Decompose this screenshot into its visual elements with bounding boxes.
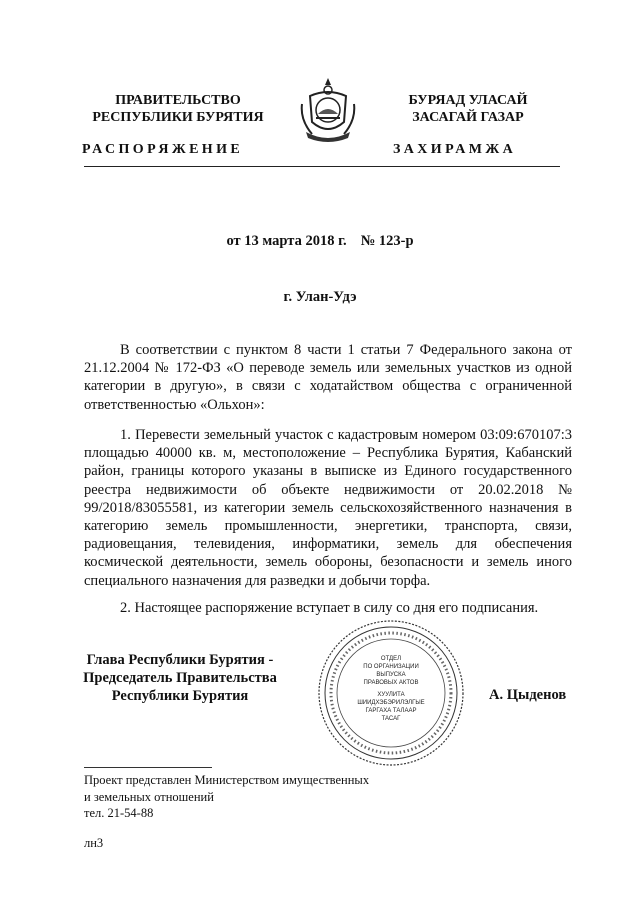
clause-1-paragraph: 1. Перевести земельный участок с кадастровым номером 03:09:670107:3 площадью 40000 кв. м, местоположение – Республика Бурятия, Кабанский район, границы которого указаны в выписке из Единого государственного реестра недвижимости об объекте недвижимости от 20.02.2018 № 99/2018/83055581, из категории земель сельскохозяйственного назначения в категорию земель промышленности, энергетики, транспорта, связи, радиовещания, телевидения, информатики, земель для обеспечения космической деятельности, земель обороны, безопасности и земель иного специального назначения для разведки и добычи торфа. bbox=[84, 427, 572, 589]
signatory-title-line1: Глава Республики Бурятия - bbox=[86, 652, 274, 668]
seal-line8: ТАСАГ bbox=[381, 716, 401, 722]
signatory-name: А. Цыденов bbox=[489, 687, 567, 703]
header-right-line1: БУРЯАД УЛАСАЙ bbox=[408, 93, 528, 108]
signatory-title bbox=[80, 651, 280, 705]
footer-divider bbox=[84, 767, 212, 768]
coat-of-arms-icon bbox=[296, 74, 360, 144]
header-right-line2: ЗАСАГАЙ ГАЗАР bbox=[412, 110, 524, 125]
city: г. Улан-Удэ bbox=[283, 289, 357, 305]
footer-line1: Проект представлен Министерством имущественных bbox=[84, 773, 370, 787]
seal-line7: ГАРГАХА ТАЛААР bbox=[365, 708, 417, 714]
date-number-line bbox=[0, 233, 640, 250]
header-left-line2: РЕСПУБЛИКИ БУРЯТИЯ bbox=[92, 110, 264, 125]
clause-2-paragraph: 2. Настоящее распоряжение вступает в силу со дня его подписания. bbox=[120, 600, 539, 616]
seal-line5: ХУУЛИТА bbox=[377, 692, 405, 698]
document-number: № 123-р bbox=[360, 233, 414, 249]
document-type-left: РАСПОРЯЖЕНИЕ bbox=[82, 142, 244, 157]
seal-line6: ШИИДХЭБЭРИЛЭЛГЫЕ bbox=[357, 700, 425, 706]
signatory-title-line3: Республики Бурятия bbox=[111, 688, 249, 704]
official-seal bbox=[316, 618, 466, 768]
header-left-block bbox=[78, 92, 278, 126]
seal-line3: ВЫПУСКА bbox=[376, 672, 406, 678]
header-right-block bbox=[378, 92, 558, 126]
document-type-right: ЗАХИРАМЖА bbox=[393, 142, 517, 157]
preamble-paragraph: В соответствии с пунктом 8 части 1 статьи 7 Федерального закона от 21.12.2004 № 172-ФЗ «О переводе земель или земельных участков из одной категории в другую», в связи с ходатайством общества с ограниченной ответственностью «Ольхон»: bbox=[84, 342, 572, 413]
seal-line4: ПРАВОВЫХ АКТОВ bbox=[363, 680, 419, 686]
executor-initials: лн3 bbox=[84, 836, 104, 850]
header-divider bbox=[84, 166, 560, 167]
footer-line2: и земельных отношений bbox=[84, 789, 214, 804]
seal-line1: ОТДЕЛ bbox=[380, 656, 402, 662]
header-left-line1: ПРАВИТЕЛЬСТВО bbox=[115, 93, 241, 108]
document-date: от 13 марта 2018 г. bbox=[226, 233, 347, 249]
seal-line2: ПО ОРГАНИЗАЦИИ bbox=[363, 664, 419, 670]
footer-block bbox=[84, 772, 369, 822]
footer-phone: тел. 21-54-88 bbox=[84, 806, 154, 820]
signatory-title-line2: Председатель Правительства bbox=[83, 670, 277, 686]
